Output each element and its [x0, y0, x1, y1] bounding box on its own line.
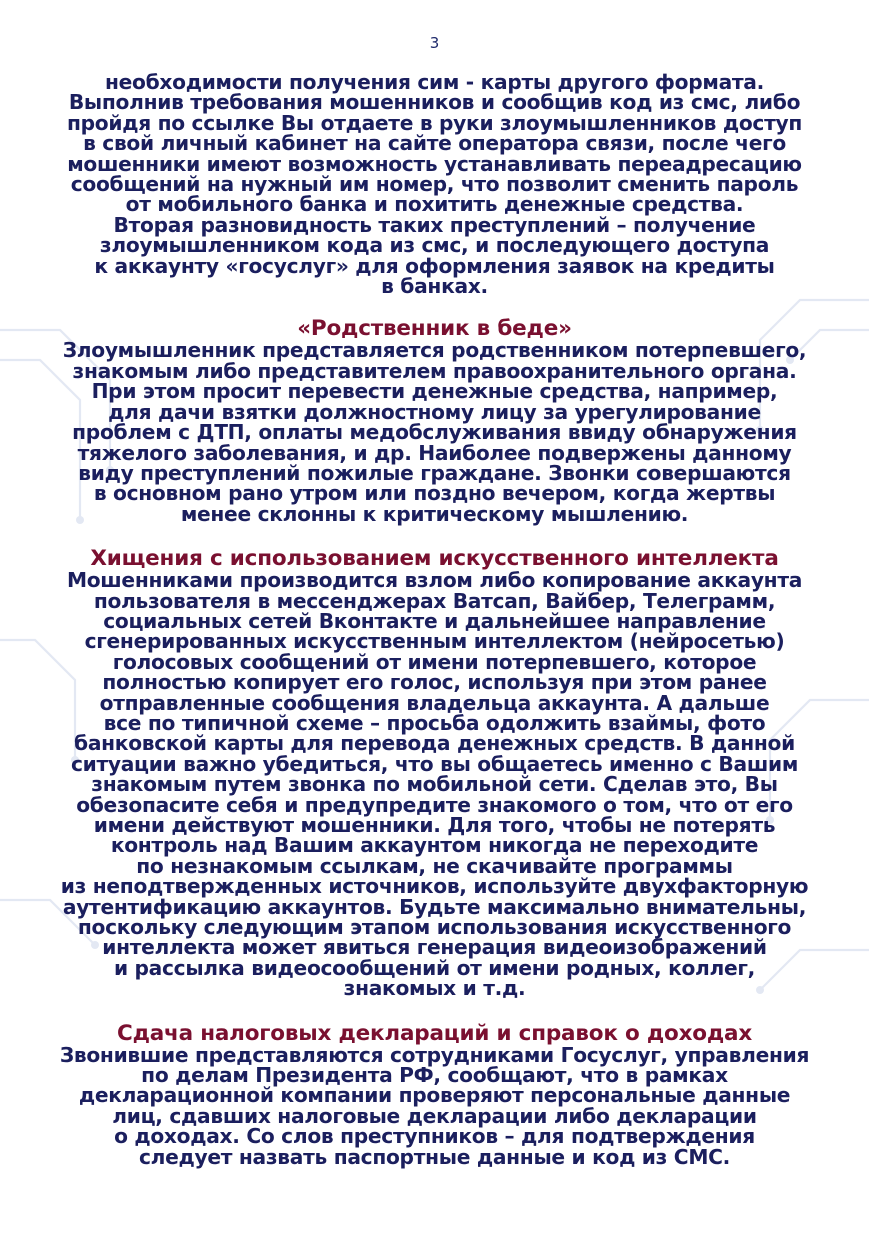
text-line: в банках.	[381, 274, 488, 299]
text-line: контроль над Вашим аккаунтом никогда не переходите	[110, 833, 759, 858]
text-line: банковской карты для перевода денежных средств. В данной	[74, 731, 795, 756]
text-line: знакомым либо представителем правоохранительного органа.	[72, 358, 797, 383]
text-line: менее склонны к критическому мышлению.	[180, 501, 689, 526]
section-heading: Сдача налоговых деклараций и справок о доходах	[116, 1020, 752, 1046]
text-line: поскольку следующим этапом использования искусственного	[77, 915, 792, 940]
text-line: пользователя в мессенджерах Ватсап, Вайбер, Телеграмм,	[93, 588, 776, 613]
text-line: сгенерированных искусственным интеллектом (нейросетью)	[84, 629, 785, 654]
text-line: от мобильного банка и похитить денежные средства.	[125, 192, 744, 217]
section-ai-theft	[10, 548, 859, 999]
text-line: сообщений на нужный им номер, что позволит сменить пароль	[70, 172, 799, 197]
text-line: отправленные сообщения владельца аккаунта. А дальше	[99, 690, 770, 715]
intro-paragraph	[10, 70, 859, 299]
text-line: в свой личный кабинет на сайте оператора связи, после чего	[83, 131, 786, 156]
page-number: 3	[429, 34, 440, 52]
text-line: для дачи взятки должностному лицу за урегулирование	[108, 399, 761, 424]
text-line: злоумышленником кода из смс, и последующего доступа	[99, 233, 770, 258]
text-line: в основном рано утром или поздно вечером, когда жертвы	[93, 481, 776, 506]
text-line: социальных сетей Вконтакте и дальнейшее направление	[103, 608, 766, 633]
section-tax-declarations	[10, 1020, 859, 1169]
text-line: по делам Президента РФ, сообщают, что в рамках	[141, 1063, 728, 1088]
text-line: декларационной компании проверяют персональные данные	[78, 1083, 791, 1108]
text-line: Злоумышленник представляется родственником потерпевшего,	[62, 338, 807, 363]
text-line: следует назвать паспортные данные и код из СМС.	[138, 1144, 730, 1169]
text-line: ситуации важно убедиться, что вы общаетесь именно с Вашим	[70, 751, 799, 776]
text-line: и рассылка видеосообщений от имени родных, коллег,	[113, 955, 756, 980]
text-line: тяжелого заболевания, и др. Наиболее подвержены данному	[77, 440, 792, 465]
text-line: мошенники имеют возможность устанавливать переадресацию	[67, 151, 802, 176]
text-line: Мошенниками производится взлом либо копирование аккаунта	[66, 568, 803, 593]
text-line: проблем с ДТП, оплаты медобслуживания ввиду обнаружения	[72, 420, 797, 445]
text-line: Звонившие представляются сотрудниками Госуслуг, управления	[59, 1042, 810, 1067]
page-content	[10, 72, 859, 1167]
text-line: к аккаунту «госуслуг» для оформления заявок на кредиты	[94, 253, 775, 278]
text-line: обезопасите себя и предупредите знакомого о том, что от его	[76, 792, 793, 817]
text-line: полностью копирует его голос, используя при этом ранее	[102, 670, 767, 695]
text-line: пройдя по ссылке Вы отдаете в руки злоумышленников доступ	[67, 110, 802, 135]
text-line: Вторая разновидность таких преступлений – получение	[113, 212, 756, 237]
text-line: необходимости получения сим - карты другого формата.	[105, 70, 764, 94]
text-line: все по типичной схеме – просьба одолжить взаймы, фото	[103, 710, 766, 735]
text-line: знакомым путем звонка по мобильной сети. Сделав это, Вы	[91, 772, 778, 797]
section-relative-in-trouble	[10, 318, 859, 524]
text-line: Выполнив требования мошенников и сообщив код из смс, либо	[68, 90, 801, 115]
text-line: При этом просит перевести денежные средства, например,	[91, 379, 778, 404]
text-line: лиц, сдавших налоговые декларации либо декларации	[112, 1103, 757, 1128]
text-line: голосовых сообщений от имени потерпевшего, которое	[112, 649, 757, 674]
text-line: по незнакомым ссылкам, не скачивайте программы	[136, 853, 733, 878]
text-line: аутентификацию аккаунтов. Будьте максимально внимательны,	[62, 894, 807, 919]
text-line: виду преступлений пожилые граждане. Звонки совершаются	[78, 460, 791, 485]
text-line: из неподтвержденных источников, используйте двухфакторную	[60, 874, 809, 899]
text-line: знакомых и т.д.	[343, 976, 526, 1001]
text-line: интеллекта может явиться генерация видеоизображений	[102, 935, 767, 960]
text-line: имени действуют мошенники. Для того, чтобы не потерять	[93, 813, 776, 837]
text-line: о доходах. Со слов преступников – для подтверждения	[114, 1124, 755, 1149]
section-heading: Хищения с использованием искусственного интеллекта	[90, 546, 779, 572]
section-heading: «Родственник в беде»	[297, 316, 572, 342]
